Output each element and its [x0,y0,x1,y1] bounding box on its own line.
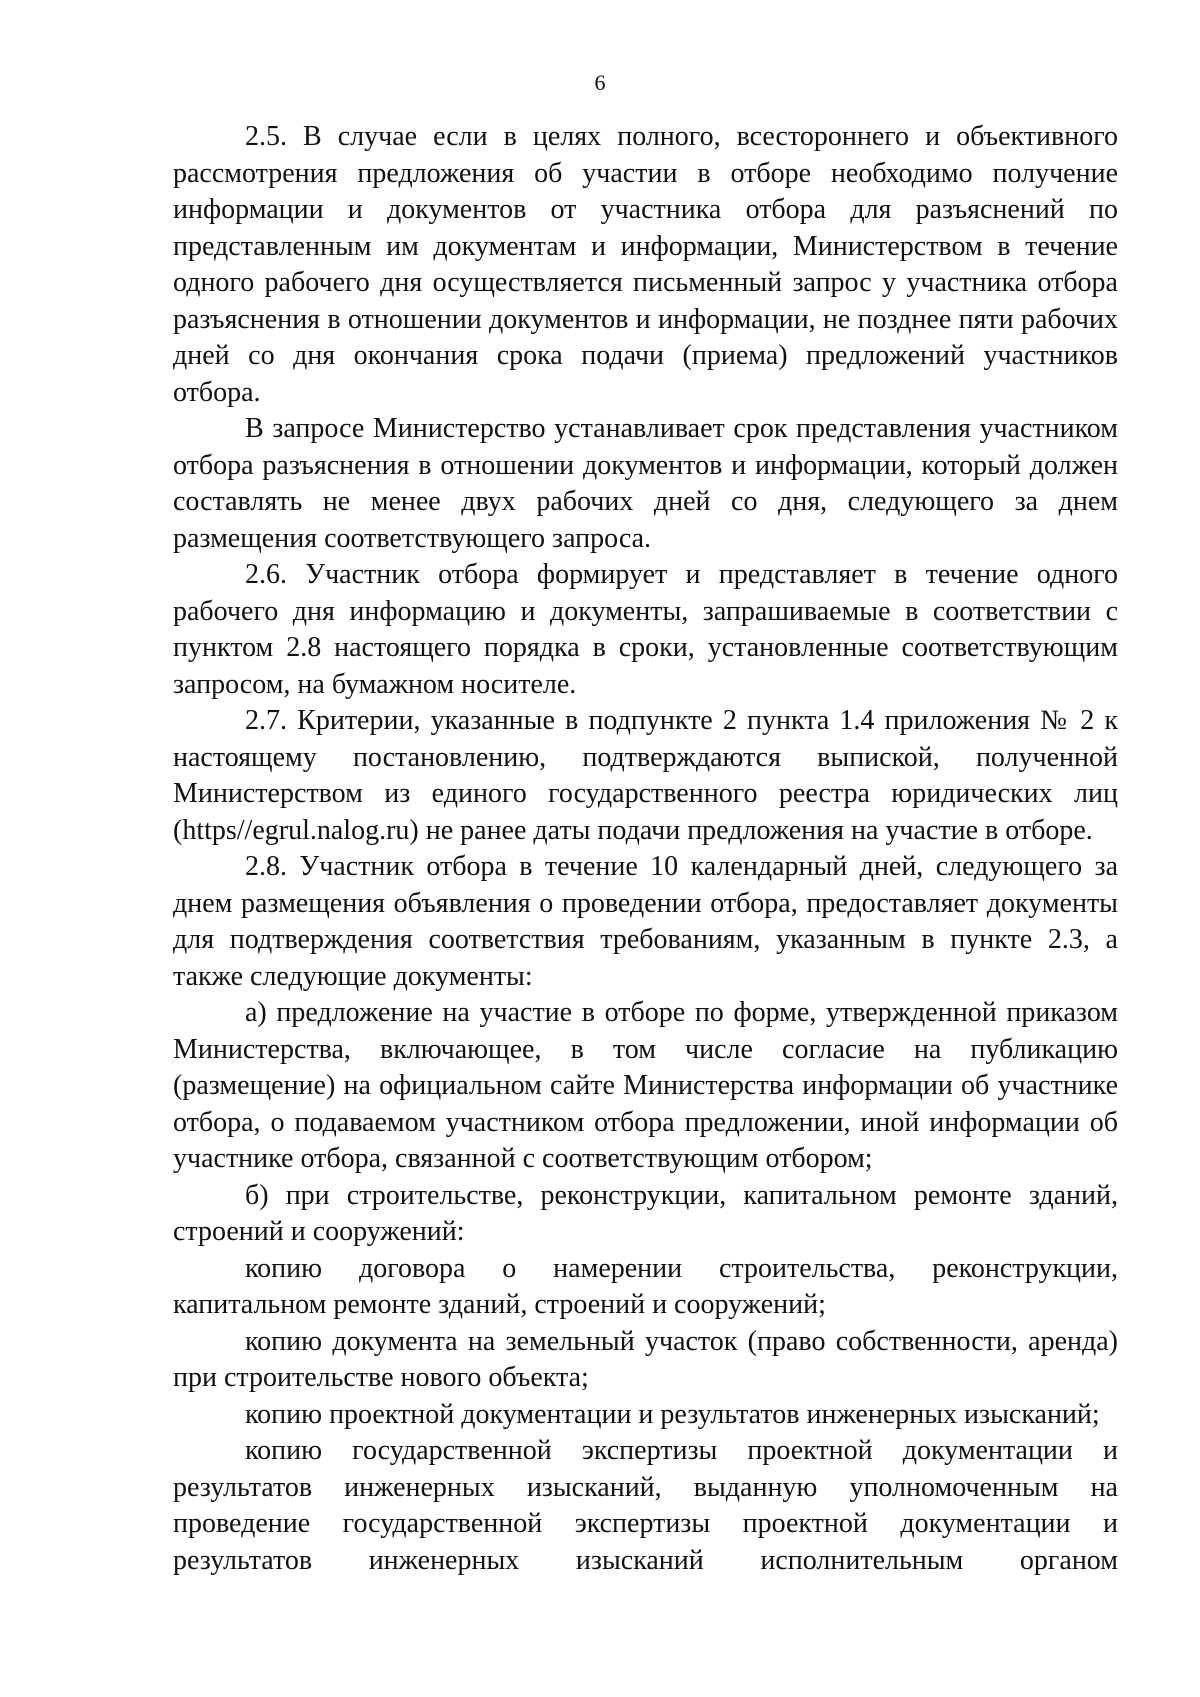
paragraph-land-document-copy: копию документа на земельный участок (право собственности, аренда) при строительстве нового объекта; [173,1325,1118,1393]
paragraph-2-6: 2.6. Участник отбора формирует и представляет в течение одного рабочего дня информацию и документы, запрашиваемые в соответствии с пунктом 2.8 настоящего порядка в сроки, установленные соответствующим запросом, на бумажном носителе. [173,559,1118,700]
paragraph-item-a: а) предложение на участие в отборе по форме, утвержденной приказом Министерства, включающее, в том числе согласие на публикацию (размещение) на официальном сайте Министерства информации об участнике отбора, о подаваемом участником отбора предложении, иной информации об участнике отбора, связанной с соответствующим отбором; [173,997,1118,1174]
paragraph-2-8: 2.8. Участник отбора в течение 10 календарный дней, следующего за днем размещения объявления о проведении отбора, предоставляет документы для подтверждения соответствия требованиям, указанным в пункте 2.3, а также следующие документы: [173,851,1118,992]
paragraph-2-5: 2.5. В случае если в целях полного, всестороннего и объективного рассмотрения предложения об участии в отборе необходимо получение информации и документов от участника отбора для разъяснений по представленным им документам и информации, Министерством в течение одного рабочего дня осуществляется письменный запрос у участника отбора разъяснения в отношении документов и информации, не позднее пяти рабочих дней со дня окончания срока подачи (приема) предложений участников отбора. [173,121,1118,408]
paragraph-contract-copy: копию договора о намерении строительства, реконструкции, капитальном ремонте зданий, строений и сооружений; [173,1252,1118,1320]
document-body [173,119,1118,1579]
paragraph-state-expertise-copy: копию государственной экспертизы проектной документации и результатов инженерных изысканий, выданную уполномоченным на проведение государственной экспертизы проектной документации и результатов инженерных изысканий исполнительным органом [173,1435,1118,1576]
paragraph-request-term: В запросе Министерство устанавливает срок представления участником отбора разъяснения в отношении документов и информации, который должен составлять не менее двух рабочих дней со дня, следующего за днем размещения соответствующего запроса. [173,413,1118,554]
paragraph-project-documentation-copy: копию проектной документации и результатов инженерных изысканий; [245,1398,1100,1430]
paragraph-item-b: б) при строительстве, реконструкции, капитальном ремонте зданий, строений и сооружений: [173,1179,1118,1247]
page-number: 6 [594,70,606,95]
paragraph-2-7: 2.7. Критерии, указанные в подпункте 2 пункта 1.4 приложения № 2 к настоящему постановлению, подтверждаются выпиской, полученной Министерством из единого государственного реестра юридических лиц (https//egrul.nalog.ru) не ранее даты подачи предложения на участие в отборе. [173,705,1118,846]
